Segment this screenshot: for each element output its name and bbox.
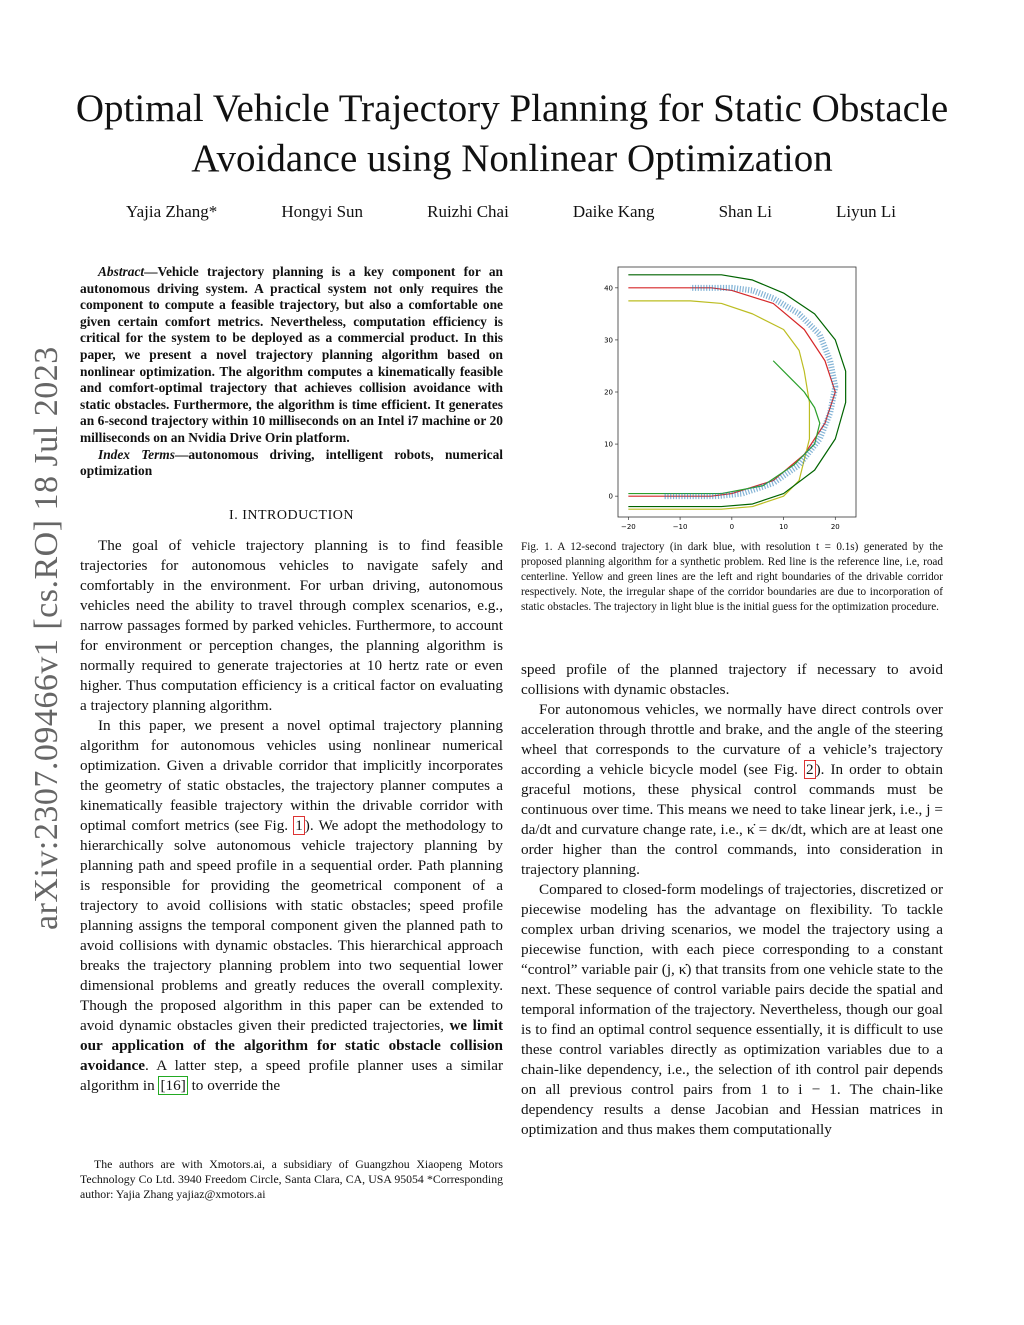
author-5: Shan Li — [718, 202, 772, 221]
plot-frame — [618, 267, 856, 517]
author-2: Hongyi Sun — [281, 202, 364, 221]
index-terms-label: Index Terms — [98, 446, 175, 462]
x-tick-label: 10 — [779, 523, 789, 529]
abstract-text: —Vehicle trajectory planning is a key component for an autonomous driving system. A practical system not only requires the component to compute a feasible trajectory, but also a comfortable one given certain comfort metrics. Nevertheless, computation efficiency is critical for the system to be deployed as a commercial product. In this paper, we present a novel trajectory planning algorithm based on nonlinear optimization. The algorithm computes a kinematically feasible and comfort-optimal trajectory that achieves collision avoidance with static obstacles. Furthermore, the algorithm is time efficient. It generates an 6-second trajectory within 10 milliseconds on an Intel i7 machine or 20 milliseconds on an Nvidia Drive Orin platform. — [80, 264, 503, 445]
arxiv-identifier: arXiv:2307.09466v1 [cs.RO] 18 Jul 2023 — [28, 346, 65, 930]
left-column — [80, 264, 503, 1096]
figure-1-caption: Fig. 1. A 12-second trajectory (in dark blue, with resolution t = 0.1s) generated by the proposed planning algorithm for a synthetic problem. Red line is the reference line, i.e, road centerline. Yellow and green lines are the left and right boundaries of the drivable corridor respectively. Note, the irregular shape of the corridor boundaries are due to incorporation of static obstacles. The trajectory in light blue is the initial guess for the optimization procedure. — [521, 541, 943, 613]
y-tick-label: 10 — [604, 440, 613, 449]
emphasis-static-obstacles: we limit our application of the algorithm for static obstacle collision avoidance — [80, 1016, 503, 1074]
right-paragraph-2: For autonomous vehicles, we normally have direct controls over acceleration through throttle and brake, and the angle of the steering wheel that corresponds to the curvature of a vehicle’s trajectory according a vehicle bicycle model (see Fig. 2 ). In order to obtain graceful motions, these physical control commands must be continuous over time. This means we need to take linear jerk, i.e., j = da/dt and curvature change rate, i.e., κ̇ = dκ/dt, which are at least one order higher than the control commands, into consideration in trajectory planning. — [521, 701, 943, 878]
x-tick-label: 20 — [830, 523, 840, 529]
intro-paragraph-1: The goal of vehicle trajectory planning is to find feasible trajectories for autonomous vehicles to navigate safely and comfortably in the environment. For urban driving, autonomous vehicles need the ability to travel through complex scenarios, e.g., narrow passages formed by parked vehicles. Furthermore, to account for environment or perception changes, the planning algorithm is normally required to generate trajectories at 10 hertz rate or even higher. Thus computation efficiency is a critical factor on evaluating a trajectory planning algorithm. — [80, 536, 503, 714]
figure-1 — [521, 264, 943, 529]
x-tick-label: 0 — [729, 523, 735, 529]
section-heading-introduction: I. INTRODUCTION — [229, 507, 354, 523]
footnote-affiliation: The authors are with Xmotors.ai, a subsidiary of Guangzhou Xiaopeng Motors Technology Co Ltd. 3940 Freedom Circle, Santa Clara, CA, USA 95054 *Corresponding author: Yajia Zhang yajiaz@xmotors.ai — [80, 1157, 503, 1201]
right-paragraph-3: Compared to closed-form modelings of trajectories, discretized or piecewise modeling has the advantage on flexibility. To tackle complex urban driving scenarios, we model the trajectory using a piecewise function, with each piece corresponding to a constant “control” variable pair (j, κ̇) that transits from one vehicle state to the next. These sequence of control variable pairs decide the spatial and temporal information of the trajectory. Nevertheless, though our goal is to find an optimal control sequence essentially, it is difficult to use these control variables directly as optimization variables due to a chain-like dependency, i.e., the selection of ith control pair depends on all previous control pairs from 1 to i − 1. The chain-like dependency results a dense Jacobian and Hessian matrices in optimization and thus makes them computationally — [521, 881, 943, 1138]
index-terms-text: —autonomous driving, intelligent robots, numerical optimization — [80, 446, 503, 479]
series-line-5 — [665, 288, 836, 496]
y-tick-label: 20 — [604, 388, 613, 397]
x-tick-label: −20 — [620, 523, 636, 529]
y-tick-label: 30 — [604, 336, 613, 345]
series-line-4 — [628, 275, 845, 507]
author-4: Daike Kang — [572, 202, 655, 221]
abstract — [80, 264, 503, 447]
author-6: Liyun Li — [835, 202, 896, 221]
y-tick-label: 40 — [604, 284, 613, 293]
abstract-label: Abstract — [98, 264, 145, 279]
reference-16-link[interactable]: [16] — [160, 1076, 186, 1094]
series-line-3 — [628, 361, 819, 494]
author-1: Yajia Zhang* — [126, 202, 218, 221]
paper-title: Optimal Vehicle Trajectory Planning for Static Obstacle Avoidance using Nonlinear Optimization — [75, 87, 949, 180]
index-terms — [80, 447, 503, 480]
right-column — [521, 264, 943, 1140]
author-list — [126, 202, 896, 222]
trajectory-chart — [521, 264, 943, 529]
figure-2-link[interactable]: 2 — [805, 761, 814, 778]
y-tick-label: 0 — [608, 492, 613, 501]
figure-1-link[interactable]: 1 — [295, 816, 303, 834]
x-tick-label: −10 — [672, 523, 688, 529]
intro-paragraph-2: In this paper, we present a novel optimal trajectory planning algorithm for autonomous vehicles using nonlinear numerical optimization. Given a drivable corridor that implicitly incorporates the geometry of static obstacles, the trajectory planner computes a kinematically feasible trajectory within the drivable corridor with optimal comfort metrics (see Fig. 1 ). We adopt the methodology to hierarchically solve autonomous vehicle trajectory planning by planning path and speed profile in a sequential order. Path planning is responsible for providing the geometrical component of a trajectory to avoid collisions with static obstacles; speed profile planning assigns the temporal component given the planned path to avoid collisions with dynamic obstacles. This hierarchical approach breaks the trajectory planning problem into two sequential lower dimensional problems and greatly reduces the overall complexity. Though the proposed algorithm in this paper can be extended to avoid dynamic obstacles given their predicted trajectories, we limit our application of the algorithm for static obstacle collision avoidance. A latter step, a speed profile planner uses a similar algorithm in [16] to override the — [80, 716, 504, 1094]
author-3: Ruizhi Chai — [427, 202, 509, 221]
right-paragraph-1: speed profile of the planned trajectory if necessary to avoid collisions with dynamic obstacles. — [521, 661, 943, 698]
